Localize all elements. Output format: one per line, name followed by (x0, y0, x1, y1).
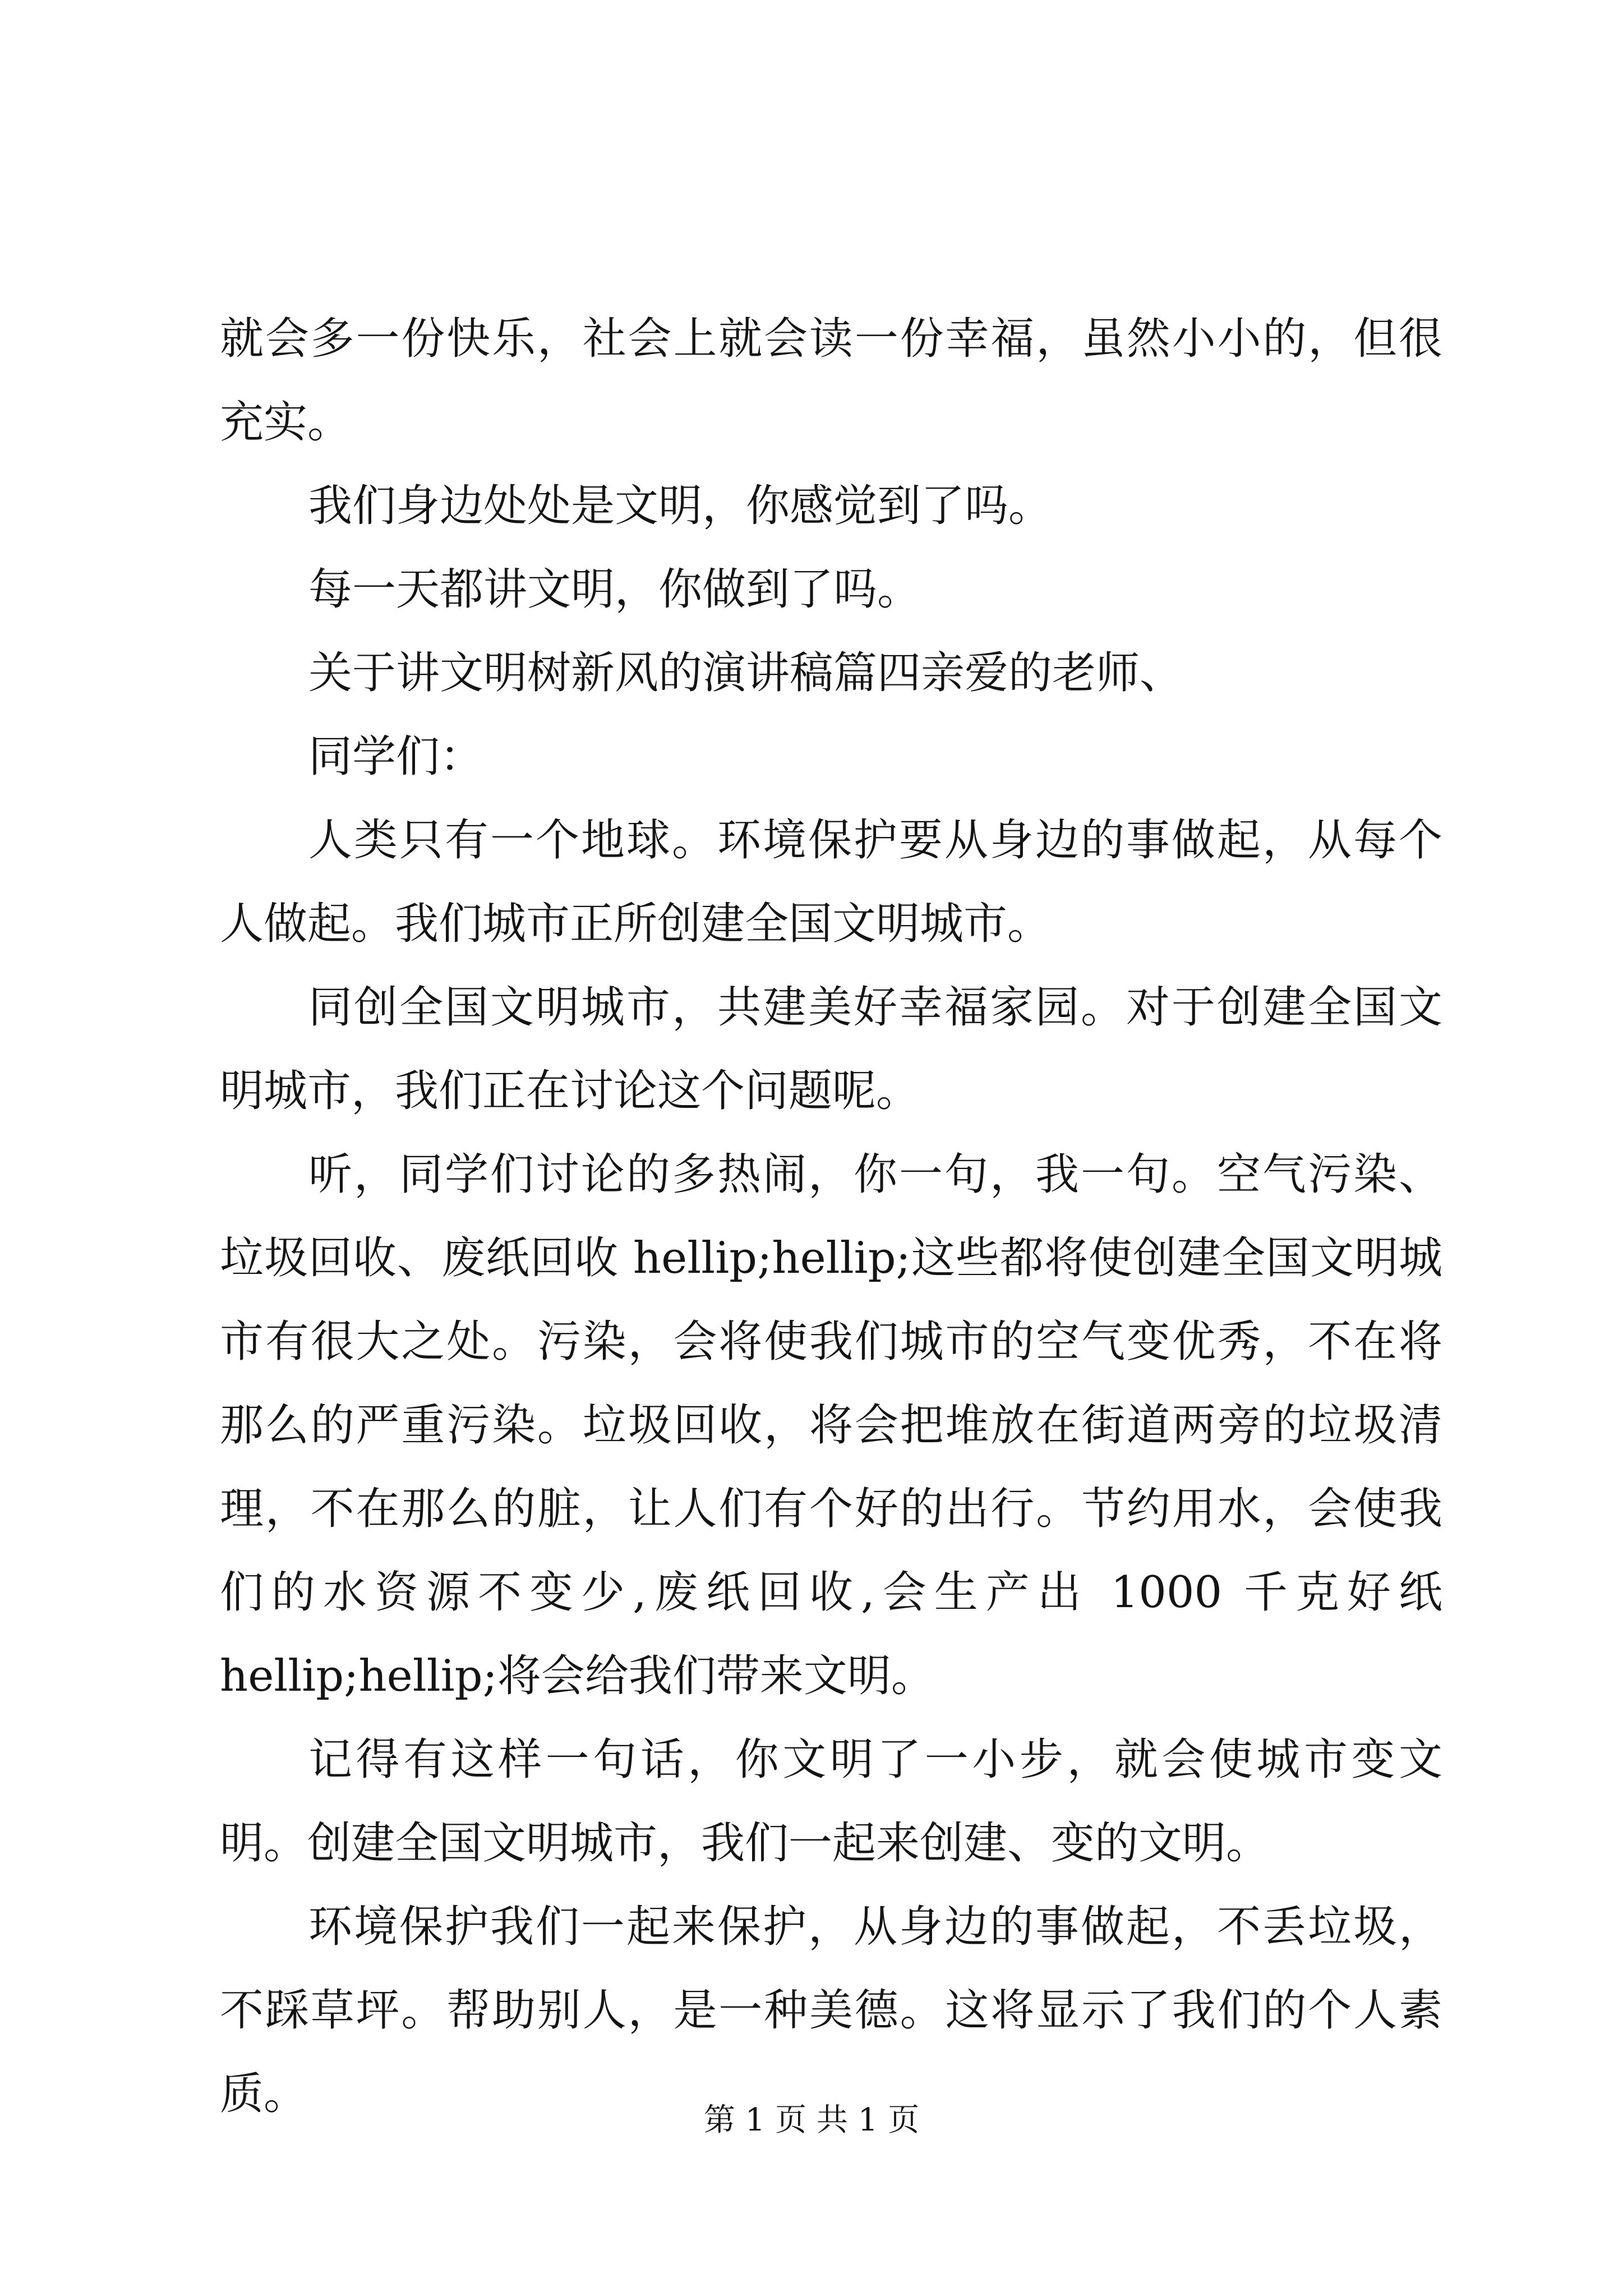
paragraph: 环境保护我们一起来保护，从身边的事做起，不丢垃圾，不踩草坪。帮助别人，是一种美德。这将显示了我们的个人素质。 (220, 1902, 1442, 2119)
paragraph: 记得有这样一句话，你文明了一小步，就会使城市变文明。创建全国文明城市，我们一起来创建、变的文明。 (220, 1734, 1442, 1869)
paragraph: 我们身边处处是文明，你感觉到了吗。 (308, 481, 1053, 531)
paragraph: 同学们： (308, 731, 484, 782)
paragraph: 关于讲文明树新风的演讲稿篇四亲爱的老师、 (308, 648, 1184, 698)
page-footer: 第 1 页 共 1 页 (703, 2102, 920, 2138)
paragraph: 人类只有一个地球。环境保护要从身边的事做起，从每个人做起。我们城市正所创建全国文明城市。 (220, 815, 1442, 949)
paragraph: 每一天都讲文明，你做到了吗。 (308, 564, 921, 615)
paragraph: 听，同学们讨论的多热闹，你一句，我一句。空气污染、垃圾回收、废纸回收 hellip;hellip;这些都将使创建全国文明城市有很大之处。污染，会将使我们城市的空气变优秀，不在将那么的严重污染。垃圾回收，将会把堆放在街道两旁的垃圾清理，不在那么的脏，让人们有个好的出行。节约用水，会使我们的水资源不变少,废纸回收,会生产出 1000 千克好纸 hellip;hellip;将会给我们带来文明。 (220, 1149, 1442, 1701)
paragraph: 同创全国文明城市，共建美好幸福家园。对于创建全国文明城市，我们正在讨论这个问题呢。 (220, 982, 1442, 1116)
document-body (220, 297, 1442, 2136)
paragraph: 就会多一份快乐，社会上就会读一份幸福，虽然小小的，但很充实。 (220, 314, 1442, 448)
